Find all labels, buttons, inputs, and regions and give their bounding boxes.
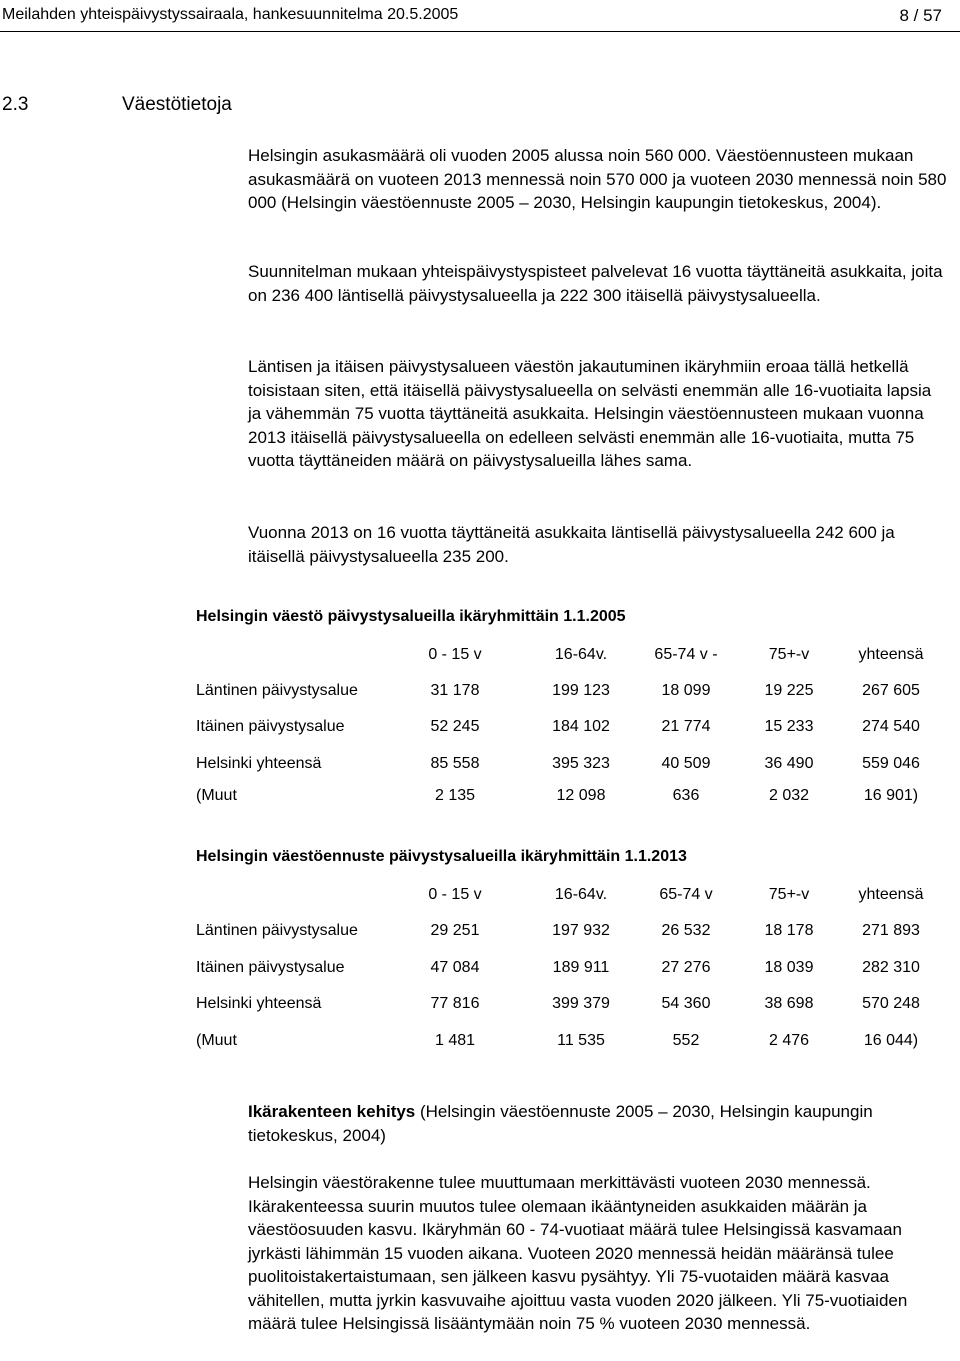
table-cell: 271 893 <box>862 922 920 939</box>
column-header: 75+-v <box>768 886 810 903</box>
age-structure-source: (Helsingin väestöennuste 2005 – 2030, Helsingin kaupungin tietokeskus, 2004) <box>248 1102 873 1145</box>
table-2013-title: Helsingin väestöennuste päivystysalueilla ikäryhmittäin 1.1.2013 <box>196 848 687 865</box>
table-cell: 636 <box>672 787 700 804</box>
table-row <box>196 959 936 983</box>
paragraph-age-distribution: Läntisen ja itäisen päivystysalueen väestön jakautuminen ikäryhmiin eroaa tällä hetkellä toisistaan siten, että itäisellä päivystysalueella on selvästi enemmän alle 16-vuotiaita lapsia ja vähemmän 75 vuotta täyttäneitä asukkaita. Helsingin väestöennusteen mukaan vuonna 2013 itäisellä päivystysalueella on edelleen selvästi enemmän alle 16-vuotiaita, mutta 75 vuotta täyttäneiden määrä on päivystysalueilla lähes sama. <box>248 357 932 470</box>
page-number: 8 / 57 <box>899 6 942 25</box>
header-divider <box>0 31 960 32</box>
table-cell: 77 816 <box>430 995 480 1012</box>
table-cell: 559 046 <box>862 755 920 772</box>
row-label: Läntinen päivystysalue <box>196 922 358 939</box>
table-cell: 274 540 <box>862 718 920 735</box>
paragraph-age-structure-heading <box>248 1100 948 1147</box>
table-cell: 18 178 <box>764 922 814 939</box>
column-header: 0 - 15 v <box>428 646 482 663</box>
age-structure-title: Ikärakenteen kehitys <box>248 1102 416 1121</box>
paragraph-2013-forecast: Vuonna 2013 on 16 vuotta täyttäneitä asukkaita läntisellä päivystysalueella 242 600 ja itäisellä päivystysalueella 235 200. <box>248 523 895 566</box>
table-cell: 38 698 <box>764 995 814 1012</box>
table-cell: 26 532 <box>661 922 711 939</box>
table-row <box>196 922 936 946</box>
table-cell: 199 123 <box>552 682 610 699</box>
column-header: 65-74 v - <box>654 646 718 663</box>
table-cell: 52 245 <box>430 718 480 735</box>
document-title: Meilahden yhteispäivystyssairaala, hankesuunnitelma 20.5.2005 <box>2 6 459 23</box>
table-cell: 29 251 <box>430 922 480 939</box>
table-cell: 18 039 <box>764 959 814 976</box>
table-cell: 47 084 <box>430 959 480 976</box>
table-row <box>196 682 936 706</box>
column-header: 16-64v. <box>554 886 608 903</box>
table-cell: 85 558 <box>430 755 480 772</box>
table-cell: 12 098 <box>556 787 606 804</box>
table-cell: 19 225 <box>764 682 814 699</box>
table-cell: 2 032 <box>768 787 810 804</box>
paragraph-age-structure: Helsingin väestörakenne tulee muuttumaan merkittävästi vuoteen 2030 mennessä. Ikärakenteessa suurin muutos tulee olemaan ikääntyneiden asukkaiden määrän ja väestöosuuden kasvu. Ikäryhmän 60 - 74-vuotiaat määrä tulee Helsingissä kasvamaan jyrkästi lähimmän 15 vuoden aikana. Vuoteen 2020 mennessä heidän määränsä tulee puolitoistakertaistumaan, sen jälkeen kasvu pysähtyy. Yli 75-vuotaiden määrä kasvaa vähitellen, mutta jyrkin kasvuvaihe ajoittuu vasta vuoden 2020 jälkeen. Yli 75-vuotiaiden määrä tulee Helsingissä lisääntymään noin 75 % vuoteen 2030 mennessä. <box>248 1173 908 1333</box>
table-cell: 552 <box>672 1032 700 1049</box>
table-2013-header-row <box>196 886 936 910</box>
table-cell: 2 135 <box>434 787 476 804</box>
table-cell: 1 481 <box>434 1032 476 1049</box>
row-label: Itäinen päivystysalue <box>196 718 345 735</box>
table-cell: 399 379 <box>552 995 610 1012</box>
table-cell: 27 276 <box>661 959 711 976</box>
table-cell: 189 911 <box>552 959 610 976</box>
table-cell: 11 535 <box>557 1032 605 1049</box>
table-row <box>196 787 936 811</box>
table-cell: 2 476 <box>768 1032 810 1049</box>
table-cell: 16 044) <box>863 1032 919 1049</box>
column-header: 75+-v <box>768 646 810 663</box>
column-header: yhteensä <box>858 646 924 663</box>
row-label: Läntinen päivystysalue <box>196 682 358 699</box>
table-cell: 15 233 <box>764 718 814 735</box>
table-cell: 36 490 <box>764 755 814 772</box>
column-header: 65-74 v <box>659 886 713 903</box>
table-cell: 21 774 <box>661 718 711 735</box>
page-header <box>0 6 960 30</box>
table-cell: 197 932 <box>552 922 610 939</box>
table-cell: 184 102 <box>552 718 610 735</box>
section-title: Väestötietoja <box>122 94 232 115</box>
table-cell: 570 248 <box>862 995 920 1012</box>
table-2005-title: Helsingin väestö päivystysalueilla ikäryhmittäin 1.1.2005 <box>196 608 626 625</box>
table-cell: 282 310 <box>862 959 920 976</box>
table-cell: 31 178 <box>430 682 480 699</box>
section-heading <box>2 94 232 116</box>
row-label: (Muut <box>196 1032 237 1049</box>
table-cell: 40 509 <box>661 755 711 772</box>
column-header: yhteensä <box>858 886 924 903</box>
row-label: Helsinki yhteensä <box>196 995 322 1012</box>
table-row <box>196 1032 936 1056</box>
table-cell: 18 099 <box>661 682 711 699</box>
table-row <box>196 995 936 1019</box>
column-header: 0 - 15 v <box>428 886 482 903</box>
table-2005-header-row <box>196 646 936 670</box>
table-row <box>196 718 936 742</box>
table-cell: 267 605 <box>862 682 920 699</box>
table-row <box>196 755 936 779</box>
table-cell: 395 323 <box>552 755 610 772</box>
paragraph-plan: Suunnitelman mukaan yhteispäivystyspisteet palvelevat 16 vuotta täyttäneitä asukkaita, joita on 236 400 läntisellä päivystysalueella ja 222 300 itäisellä päivystysalueella. <box>248 262 943 305</box>
table-cell: 16 901) <box>863 787 919 804</box>
row-label: Helsinki yhteensä <box>196 755 322 772</box>
paragraph-population: Helsingin asukasmäärä oli vuoden 2005 alussa noin 560 000. Väestöennusteen mukaan asukasmäärä on vuoteen 2013 mennessä noin 570 000 ja vuoteen 2030 mennessä noin 580 000 (Helsingin väestöennuste 2005 – 2030, Helsingin kaupungin tietokeskus, 2004). <box>248 146 947 212</box>
row-label: Itäinen päivystysalue <box>196 959 345 976</box>
row-label: (Muut <box>196 787 237 804</box>
column-header: 16-64v. <box>554 646 608 663</box>
section-number: 2.3 <box>2 94 29 115</box>
table-cell: 54 360 <box>661 995 711 1012</box>
